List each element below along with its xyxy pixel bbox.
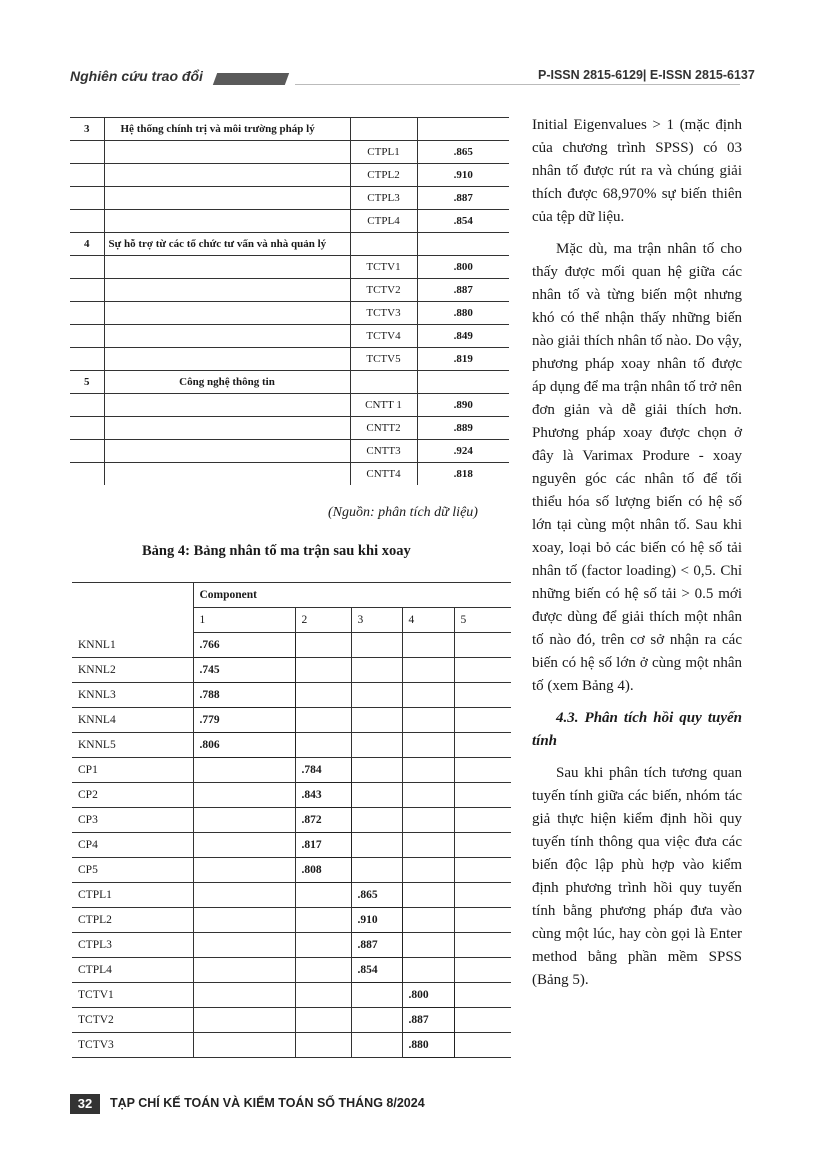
component-header: Component: [193, 583, 511, 608]
loading-value: .784: [295, 758, 351, 783]
section-heading-regression: 4.3. Phân tích hồi quy tuyến tính: [532, 710, 742, 749]
loading-value: .800: [417, 256, 509, 279]
empty-cell: [104, 279, 350, 302]
matrix-row: [72, 1033, 511, 1058]
empty-cell: [351, 808, 402, 833]
empty-cell: [104, 302, 350, 325]
source-note: (Nguồn: phân tích dữ liệu): [328, 505, 478, 520]
empty-cell: [454, 958, 511, 983]
table4-corner-cell: [72, 583, 193, 633]
empty-cell: [351, 733, 402, 758]
empty-cell: [295, 1008, 351, 1033]
matrix-row: [72, 633, 511, 658]
matrix-row: [72, 858, 511, 883]
empty-cell: [351, 758, 402, 783]
variable-label: KNNL5: [72, 733, 193, 758]
matrix-row: [72, 733, 511, 758]
variable-row: [70, 348, 509, 371]
matrix-row: [72, 1008, 511, 1033]
loading-value: .843: [295, 783, 351, 808]
loading-value: .910: [417, 164, 509, 187]
variable-label: CP1: [72, 758, 193, 783]
variable-row: [70, 394, 509, 417]
rotated-component-matrix: [72, 582, 511, 1058]
loading-value: .887: [417, 187, 509, 210]
variable-label: CTPL2: [72, 908, 193, 933]
variable-code: CTPL2: [350, 164, 417, 187]
loading-value: .808: [295, 858, 351, 883]
empty-cell: [70, 210, 104, 233]
empty-cell: [70, 302, 104, 325]
factor-group-row: [70, 118, 509, 141]
empty-cell: [104, 210, 350, 233]
factor-number: 3: [70, 118, 104, 141]
empty-cell: [454, 633, 511, 658]
loading-value: .880: [402, 1033, 454, 1058]
empty-cell: [454, 983, 511, 1008]
loading-value: .889: [417, 417, 509, 440]
variable-code: TCTV4: [350, 325, 417, 348]
empty-cell: [454, 1008, 511, 1033]
empty-cell: [193, 933, 295, 958]
factor-table-continued: [70, 117, 509, 485]
empty-cell: [70, 463, 104, 486]
matrix-row: [72, 958, 511, 983]
table4-header-row: [72, 583, 511, 608]
empty-cell: [402, 858, 454, 883]
matrix-row: [72, 783, 511, 808]
empty-cell: [104, 325, 350, 348]
empty-cell: [454, 658, 511, 683]
empty-cell: [402, 758, 454, 783]
empty-cell: [70, 348, 104, 371]
variable-row: [70, 164, 509, 187]
empty-cell: [193, 758, 295, 783]
empty-cell: [104, 348, 350, 371]
empty-cell: [351, 833, 402, 858]
component-number: 2: [295, 608, 351, 633]
loading-value: .779: [193, 708, 295, 733]
variable-label: TCTV3: [72, 1033, 193, 1058]
empty-cell: [402, 708, 454, 733]
empty-cell: [70, 187, 104, 210]
loading-value: .924: [417, 440, 509, 463]
variable-code: TCTV1: [350, 256, 417, 279]
header-issn: P-ISSN 2815-6129| E-ISSN 2815-6137: [538, 68, 755, 82]
header-rule: [295, 84, 740, 85]
factor-group-row: [70, 371, 509, 394]
empty-cell: [193, 958, 295, 983]
variable-label: KNNL3: [72, 683, 193, 708]
matrix-row: [72, 908, 511, 933]
empty-cell: [70, 417, 104, 440]
empty-cell: [295, 633, 351, 658]
variable-label: TCTV2: [72, 1008, 193, 1033]
empty-cell: [454, 833, 511, 858]
empty-cell: [454, 683, 511, 708]
matrix-row: [72, 983, 511, 1008]
empty-cell: [351, 633, 402, 658]
component-number: 4: [402, 608, 454, 633]
variable-row: [70, 440, 509, 463]
empty-cell: [402, 933, 454, 958]
empty-cell: [70, 164, 104, 187]
empty-cell: [295, 708, 351, 733]
variable-row: [70, 187, 509, 210]
matrix-row: [72, 658, 511, 683]
factor-number: 5: [70, 371, 104, 394]
empty-cell: [104, 187, 350, 210]
empty-cell: [351, 858, 402, 883]
loading-value: .865: [351, 883, 402, 908]
empty-cell: [350, 118, 417, 141]
empty-cell: [193, 983, 295, 1008]
paragraph-rotation: Mặc dù, ma trận nhân tố cho thấy được mối quan hệ giữa các nhân tố và từng biến một nhưng khó có thể nhận thấy những biến nào giải thích nhân tố nào. Do vậy, phương pháp xoay nhân tố được áp dụng để ma trận nhân tố trở nên đơn giản và dễ giải thích hơn. Phương pháp xoay được chọn ở đây là Varimax Produre - xoay nguyên góc các nhân tố để tối thiểu hóa số lượng biến có hệ số lớn tại cùng một nhân tố. Sau khi xoay, loại bỏ các biến có hệ số tải nhân tố (factor loading) < 0,5. Chỉ những biến có hệ số tải > 0.5 mới được dùng để giải thích một nhân tố nào đó, trên cơ sở nhận ra các biến có hệ số lớn ở cùng một nhân tố (xem Bảng 4).: [532, 241, 742, 694]
empty-cell: [70, 256, 104, 279]
empty-cell: [454, 758, 511, 783]
empty-cell: [193, 808, 295, 833]
empty-cell: [295, 883, 351, 908]
empty-cell: [351, 1008, 402, 1033]
variable-label: KNNL1: [72, 633, 193, 658]
empty-cell: [193, 1008, 295, 1033]
empty-cell: [454, 783, 511, 808]
running-header-title: Nghiên cứu trao đổi: [70, 68, 203, 84]
variable-label: TCTV1: [72, 983, 193, 1008]
empty-cell: [402, 658, 454, 683]
loading-value: .887: [402, 1008, 454, 1033]
variable-label: KNNL2: [72, 658, 193, 683]
factor-group-row: [70, 233, 509, 256]
empty-cell: [104, 417, 350, 440]
body-text-column: [532, 114, 742, 1001]
table4-caption: Bảng 4: Bảng nhân tố ma trận sau khi xoay: [142, 543, 411, 559]
paragraph-regression: Sau khi phân tích tương quan tuyến tính giữa các biến, nhóm tác giả thực hiện kiểm định hồi quy tuyến tính thông qua việc đưa các biến độc lập phù hợp vào kiểm định phương trình hồi quy tuyến tính bằng phương pháp đưa vào cùng một lúc, hay còn gọi là Enter method bằng phần mềm SPSS (Bảng 5).: [532, 765, 742, 988]
empty-cell: [351, 783, 402, 808]
variable-row: [70, 210, 509, 233]
loading-value: .800: [402, 983, 454, 1008]
empty-cell: [295, 983, 351, 1008]
loading-value: .817: [295, 833, 351, 858]
variable-code: TCTV3: [350, 302, 417, 325]
component-number: 5: [454, 608, 511, 633]
loading-value: .788: [193, 683, 295, 708]
variable-code: TCTV5: [350, 348, 417, 371]
empty-cell: [351, 983, 402, 1008]
empty-cell: [104, 394, 350, 417]
factor-name: Hệ thống chính trị và môi trường pháp lý: [104, 118, 350, 141]
loading-value: .872: [295, 808, 351, 833]
loading-value: .865: [417, 141, 509, 164]
header-decor-bar: [213, 73, 289, 85]
matrix-row: [72, 708, 511, 733]
empty-cell: [351, 683, 402, 708]
variable-row: [70, 279, 509, 302]
loading-value: .910: [351, 908, 402, 933]
empty-cell: [104, 164, 350, 187]
empty-cell: [454, 733, 511, 758]
empty-cell: [295, 683, 351, 708]
empty-cell: [351, 658, 402, 683]
loading-value: .849: [417, 325, 509, 348]
variable-code: CNTT3: [350, 440, 417, 463]
empty-cell: [295, 1033, 351, 1058]
empty-cell: [193, 833, 295, 858]
variable-code: CNTT 1: [350, 394, 417, 417]
variable-code: CNTT2: [350, 417, 417, 440]
empty-cell: [454, 708, 511, 733]
empty-cell: [402, 908, 454, 933]
loading-value: .745: [193, 658, 295, 683]
empty-cell: [104, 440, 350, 463]
variable-label: CTPL3: [72, 933, 193, 958]
empty-cell: [295, 658, 351, 683]
factor-number: 4: [70, 233, 104, 256]
empty-cell: [454, 1033, 511, 1058]
variable-row: [70, 463, 509, 486]
matrix-row: [72, 683, 511, 708]
empty-cell: [454, 883, 511, 908]
empty-cell: [193, 1033, 295, 1058]
empty-cell: [417, 233, 509, 256]
empty-cell: [295, 958, 351, 983]
empty-cell: [454, 933, 511, 958]
variable-row: [70, 417, 509, 440]
matrix-row: [72, 758, 511, 783]
loading-value: .819: [417, 348, 509, 371]
variable-label: CP3: [72, 808, 193, 833]
empty-cell: [351, 708, 402, 733]
empty-cell: [402, 833, 454, 858]
empty-cell: [193, 783, 295, 808]
paragraph-eigenvalues: Initial Eigenvalues > 1 (mặc định của chương trình SPSS) có 03 nhân tố được rút ra và chúng giải thích được 68,970% sự biến thiên của tệp dữ liệu.: [532, 117, 742, 225]
variable-row: [70, 302, 509, 325]
empty-cell: [104, 141, 350, 164]
empty-cell: [70, 279, 104, 302]
variable-row: [70, 256, 509, 279]
matrix-row: [72, 883, 511, 908]
variable-label: CTPL4: [72, 958, 193, 983]
variable-code: CTPL3: [350, 187, 417, 210]
empty-cell: [417, 371, 509, 394]
empty-cell: [193, 858, 295, 883]
variable-code: CTPL1: [350, 141, 417, 164]
empty-cell: [402, 733, 454, 758]
variable-label: CP2: [72, 783, 193, 808]
empty-cell: [104, 463, 350, 486]
empty-cell: [402, 958, 454, 983]
empty-cell: [350, 233, 417, 256]
matrix-row: [72, 933, 511, 958]
variable-label: CP5: [72, 858, 193, 883]
empty-cell: [417, 118, 509, 141]
loading-value: .766: [193, 633, 295, 658]
empty-cell: [402, 683, 454, 708]
variable-code: CTPL4: [350, 210, 417, 233]
variable-label: CTPL1: [72, 883, 193, 908]
component-number: 1: [193, 608, 295, 633]
variable-label: CP4: [72, 833, 193, 858]
component-number: 3: [351, 608, 402, 633]
factor-name: Công nghệ thông tin: [104, 371, 350, 394]
matrix-row: [72, 833, 511, 858]
empty-cell: [70, 325, 104, 348]
loading-value: .887: [417, 279, 509, 302]
loading-value: .880: [417, 302, 509, 325]
empty-cell: [193, 883, 295, 908]
loading-value: .854: [417, 210, 509, 233]
empty-cell: [402, 808, 454, 833]
empty-cell: [104, 256, 350, 279]
empty-cell: [351, 1033, 402, 1058]
empty-cell: [70, 141, 104, 164]
variable-code: TCTV2: [350, 279, 417, 302]
empty-cell: [350, 371, 417, 394]
loading-value: .890: [417, 394, 509, 417]
empty-cell: [295, 908, 351, 933]
loading-value: .854: [351, 958, 402, 983]
empty-cell: [402, 783, 454, 808]
variable-label: KNNL4: [72, 708, 193, 733]
empty-cell: [193, 908, 295, 933]
loading-value: .818: [417, 463, 509, 486]
variable-code: CNTT4: [350, 463, 417, 486]
variable-row: [70, 141, 509, 164]
empty-cell: [295, 933, 351, 958]
empty-cell: [402, 633, 454, 658]
factor-name: Sự hỗ trợ từ các tổ chức tư vấn và nhà quản lý: [104, 233, 350, 256]
empty-cell: [70, 440, 104, 463]
loading-value: .887: [351, 933, 402, 958]
empty-cell: [454, 908, 511, 933]
journal-footer: TẠP CHÍ KẾ TOÁN VÀ KIỂM TOÁN SỐ THÁNG 8/2024: [110, 1096, 425, 1110]
empty-cell: [70, 394, 104, 417]
empty-cell: [454, 858, 511, 883]
matrix-row: [72, 808, 511, 833]
empty-cell: [454, 808, 511, 833]
loading-value: .806: [193, 733, 295, 758]
empty-cell: [402, 883, 454, 908]
page-number: 32: [70, 1094, 100, 1114]
empty-cell: [295, 733, 351, 758]
variable-row: [70, 325, 509, 348]
